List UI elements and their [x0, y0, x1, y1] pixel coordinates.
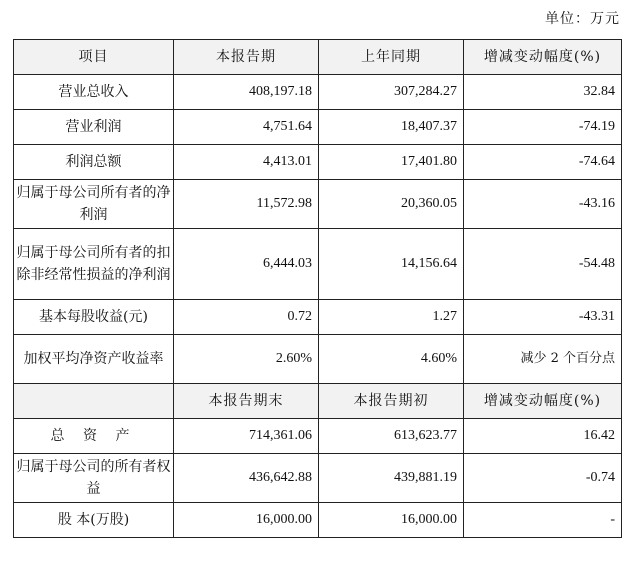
row-prior: 18,407.37: [319, 110, 464, 145]
row-label: 归属于母公司所有者的扣除非经常性损益的净利润: [14, 229, 174, 300]
subheader-change: 增减变动幅度(%): [464, 384, 622, 419]
table-row: [14, 454, 622, 503]
table-header-row: [14, 40, 622, 75]
row-label: 加权平均净资产收益率: [14, 335, 174, 384]
row-prior: 16,000.00: [319, 503, 464, 538]
row-change: 减少 2 个百分点: [464, 335, 622, 384]
row-current: 16,000.00: [174, 503, 319, 538]
row-current: 4,413.01: [174, 145, 319, 180]
header-item: 项目: [14, 40, 174, 75]
row-change: 16.42: [464, 419, 622, 454]
row-label: 营业总收入: [14, 75, 174, 110]
row-label: 归属于母公司所有者的净利润: [14, 180, 174, 229]
row-current: 4,751.64: [174, 110, 319, 145]
row-label: 归属于母公司的所有者权益: [14, 454, 174, 503]
row-current: 0.72: [174, 300, 319, 335]
table-row: [14, 335, 622, 384]
row-change: -43.31: [464, 300, 622, 335]
row-change: -0.74: [464, 454, 622, 503]
row-change: -: [464, 503, 622, 538]
financial-summary-table: [13, 39, 622, 538]
row-label: 基本每股收益(元): [14, 300, 174, 335]
row-change: -54.48: [464, 229, 622, 300]
unit-label: 单位：万元: [545, 11, 620, 27]
subheader-period-start: 本报告期初: [319, 384, 464, 419]
table-row: [14, 110, 622, 145]
table-row: [14, 180, 622, 229]
row-label: 利润总额: [14, 145, 174, 180]
row-prior: 307,284.27: [319, 75, 464, 110]
row-current: 6,444.03: [174, 229, 319, 300]
header-current-period: 本报告期: [174, 40, 319, 75]
row-label: 总 资 产: [14, 419, 174, 454]
table-row: [14, 229, 622, 300]
row-change: -74.64: [464, 145, 622, 180]
row-prior: 20,360.05: [319, 180, 464, 229]
row-current: 714,361.06: [174, 419, 319, 454]
row-change: 32.84: [464, 75, 622, 110]
header-change: 增减变动幅度(%): [464, 40, 622, 75]
row-prior: 14,156.64: [319, 229, 464, 300]
table-row: [14, 145, 622, 180]
row-label: 股 本(万股): [14, 503, 174, 538]
table-row: [14, 300, 622, 335]
table-row: [14, 75, 622, 110]
row-change: -43.16: [464, 180, 622, 229]
table-row: [14, 503, 622, 538]
subheader-period-end: 本报告期末: [174, 384, 319, 419]
row-current: 2.60%: [174, 335, 319, 384]
row-current: 11,572.98: [174, 180, 319, 229]
row-prior: 17,401.80: [319, 145, 464, 180]
row-prior: 4.60%: [319, 335, 464, 384]
row-current: 408,197.18: [174, 75, 319, 110]
table-subheader-row: [14, 384, 622, 419]
row-change: -74.19: [464, 110, 622, 145]
row-prior: 439,881.19: [319, 454, 464, 503]
row-label: 营业利润: [14, 110, 174, 145]
row-prior: 613,623.77: [319, 419, 464, 454]
subheader-item: [14, 384, 174, 419]
row-prior: 1.27: [319, 300, 464, 335]
table-row: [14, 419, 622, 454]
row-current: 436,642.88: [174, 454, 319, 503]
header-prior-period: 上年同期: [319, 40, 464, 75]
